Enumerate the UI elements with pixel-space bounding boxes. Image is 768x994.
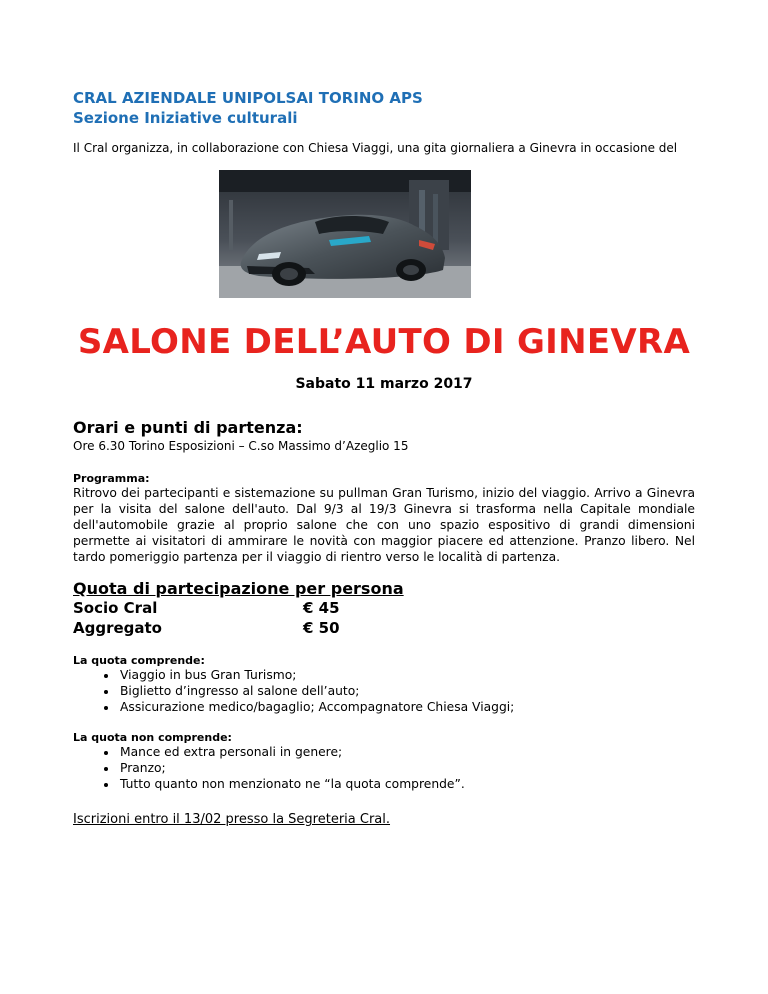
- car-photo: [219, 170, 471, 298]
- list-item: • Pranzo;: [118, 760, 695, 776]
- comprende-list: [73, 667, 695, 715]
- price-row: [73, 598, 695, 618]
- event-title: SALONE DELL’AUTO DI GINEVRA: [77, 322, 691, 362]
- price-value: € 45: [303, 599, 340, 617]
- orari-text: Ore 6.30 Torino Esposizioni – C.so Massimo d’Azeglio 15: [73, 439, 409, 453]
- price-value: € 50: [303, 619, 340, 637]
- price-label: Socio Cral: [73, 599, 158, 617]
- programma-label: Programma:: [73, 472, 150, 485]
- event-date: Sabato 11 marzo 2017: [295, 376, 473, 392]
- non-comprende-list: [73, 744, 695, 792]
- organization-title: CRAL AZIENDALE UNIPOLSAI TORINO APS: [73, 89, 423, 107]
- iscrizioni-note: Iscrizioni entro il 13/02 presso la Segreteria Cral.: [73, 812, 391, 827]
- document-page: [73, 88, 695, 827]
- price-label: Aggregato: [73, 619, 162, 637]
- list-item: • Tutto quanto non menzionato ne “la quota comprende”.: [118, 776, 695, 792]
- non-comprende-label: La quota non comprende:: [73, 731, 232, 744]
- list-item: • Mance ed extra personali in genere;: [118, 744, 695, 760]
- programma-text: Ritrovo dei partecipanti e sistemazione su pullman Gran Turismo, inizio del viaggio. Arrivo a Ginevra per la visita del salone dell'auto. Dal 9/3 al 19/3 Ginevra si trasforma nella Capitale mondiale dell'automobile grazie al proprio salone che con uno spazio espositivo di grandi dimensioni permette ai visitatori di ammirare le novità con maggior piacere ed attenzione. Pranzo libero. Nel tardo pomeriggio partenza per il viaggio di rientro verso le località di partenza.: [73, 486, 695, 564]
- price-row: [73, 618, 695, 638]
- orari-heading: Orari e punti di partenza:: [73, 418, 303, 437]
- list-item: • Viaggio in bus Gran Turismo;: [118, 667, 695, 683]
- section-subtitle: Sezione Iniziative culturali: [73, 109, 298, 127]
- list-item: • Assicurazione medico/bagaglio; Accompagnatore Chiesa Viaggi;: [118, 699, 695, 715]
- quota-title: Quota di partecipazione per persona: [73, 579, 404, 598]
- list-item: • Biglietto d’ingresso al salone dell’auto;: [118, 683, 695, 699]
- intro-paragraph: Il Cral organizza, in collaborazione con Chiesa Viaggi, una gita giornaliera a Ginevra in occasione del: [73, 141, 678, 155]
- comprende-label: La quota comprende:: [73, 654, 205, 667]
